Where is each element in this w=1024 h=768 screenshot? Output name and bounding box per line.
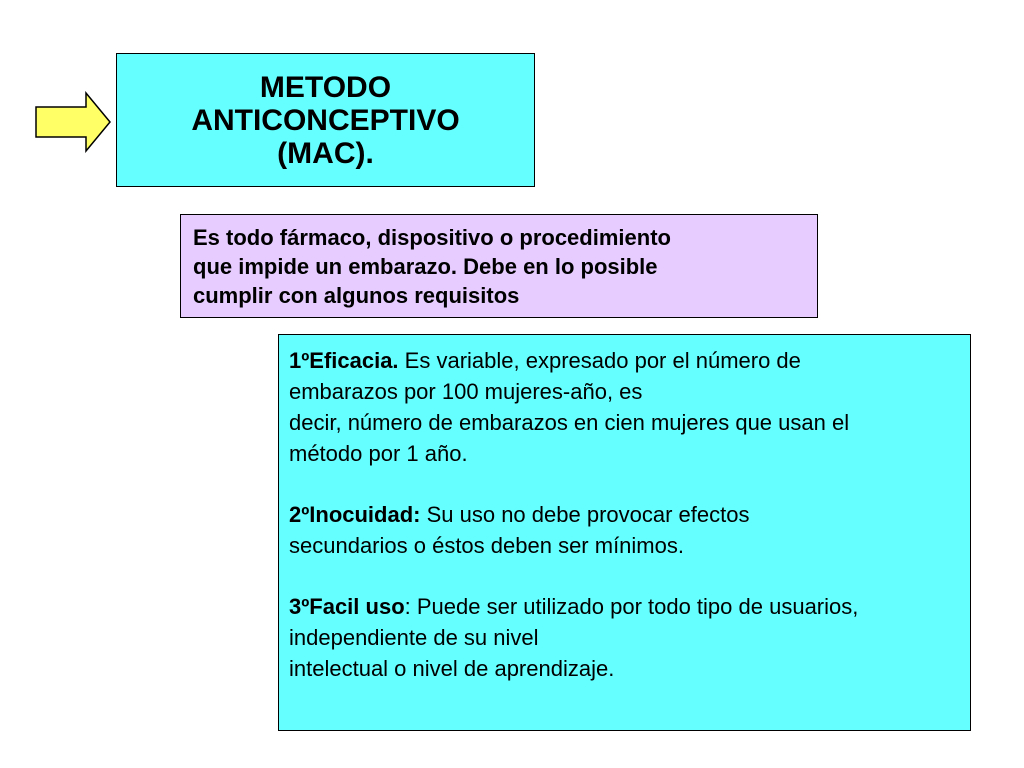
requirement-line: secundarios o éstos deben ser mínimos.: [289, 533, 684, 558]
requirement-text: : Puede ser utilizado por todo tipo de usuarios,: [404, 594, 859, 619]
title-line: (MAC).: [277, 136, 374, 170]
title-line: ANTICONCEPTIVO: [191, 103, 460, 137]
requirement-label: 1ºEficacia.: [289, 348, 399, 373]
requirement-label: 3ºFacil uso: [289, 594, 405, 619]
slide-title: [191, 71, 459, 170]
requirement-line: [289, 499, 960, 530]
right-arrow-shape: [36, 93, 110, 151]
requirement-label: 2ºInocuidad:: [289, 502, 421, 527]
requirement-line: intelectual o nivel de aprendizaje.: [289, 656, 615, 681]
definition-line: que impide un embarazo. Debe en lo posible: [193, 254, 658, 279]
requirement-text: Su uso no debe provocar efectos: [420, 502, 750, 527]
requirement-line: método por 1 año.: [289, 441, 468, 466]
title-box: [116, 53, 535, 187]
requirement-efficacy: [289, 345, 960, 469]
requirement-line: [289, 591, 960, 622]
requirement-text: Es variable, expresado por el número de: [398, 348, 801, 373]
definition-line: cumplir con algunos requisitos: [193, 283, 520, 308]
requirement-ease-of-use: [289, 591, 960, 684]
requirement-safety: [289, 499, 960, 561]
requirements-box: [278, 334, 971, 731]
right-arrow-icon: [34, 91, 112, 153]
title-line: METODO: [259, 70, 392, 104]
definition-box: [180, 214, 818, 318]
definition-text: [193, 223, 805, 310]
requirement-line: independiente de su nivel: [289, 625, 539, 650]
requirement-line: decir, número de embarazos en cien mujeres que usan el: [289, 410, 850, 435]
definition-line: Es todo fármaco, dispositivo o procedimiento: [193, 225, 671, 250]
requirement-line: embarazos por 100 mujeres-año, es: [289, 379, 643, 404]
requirement-line: [289, 345, 960, 376]
